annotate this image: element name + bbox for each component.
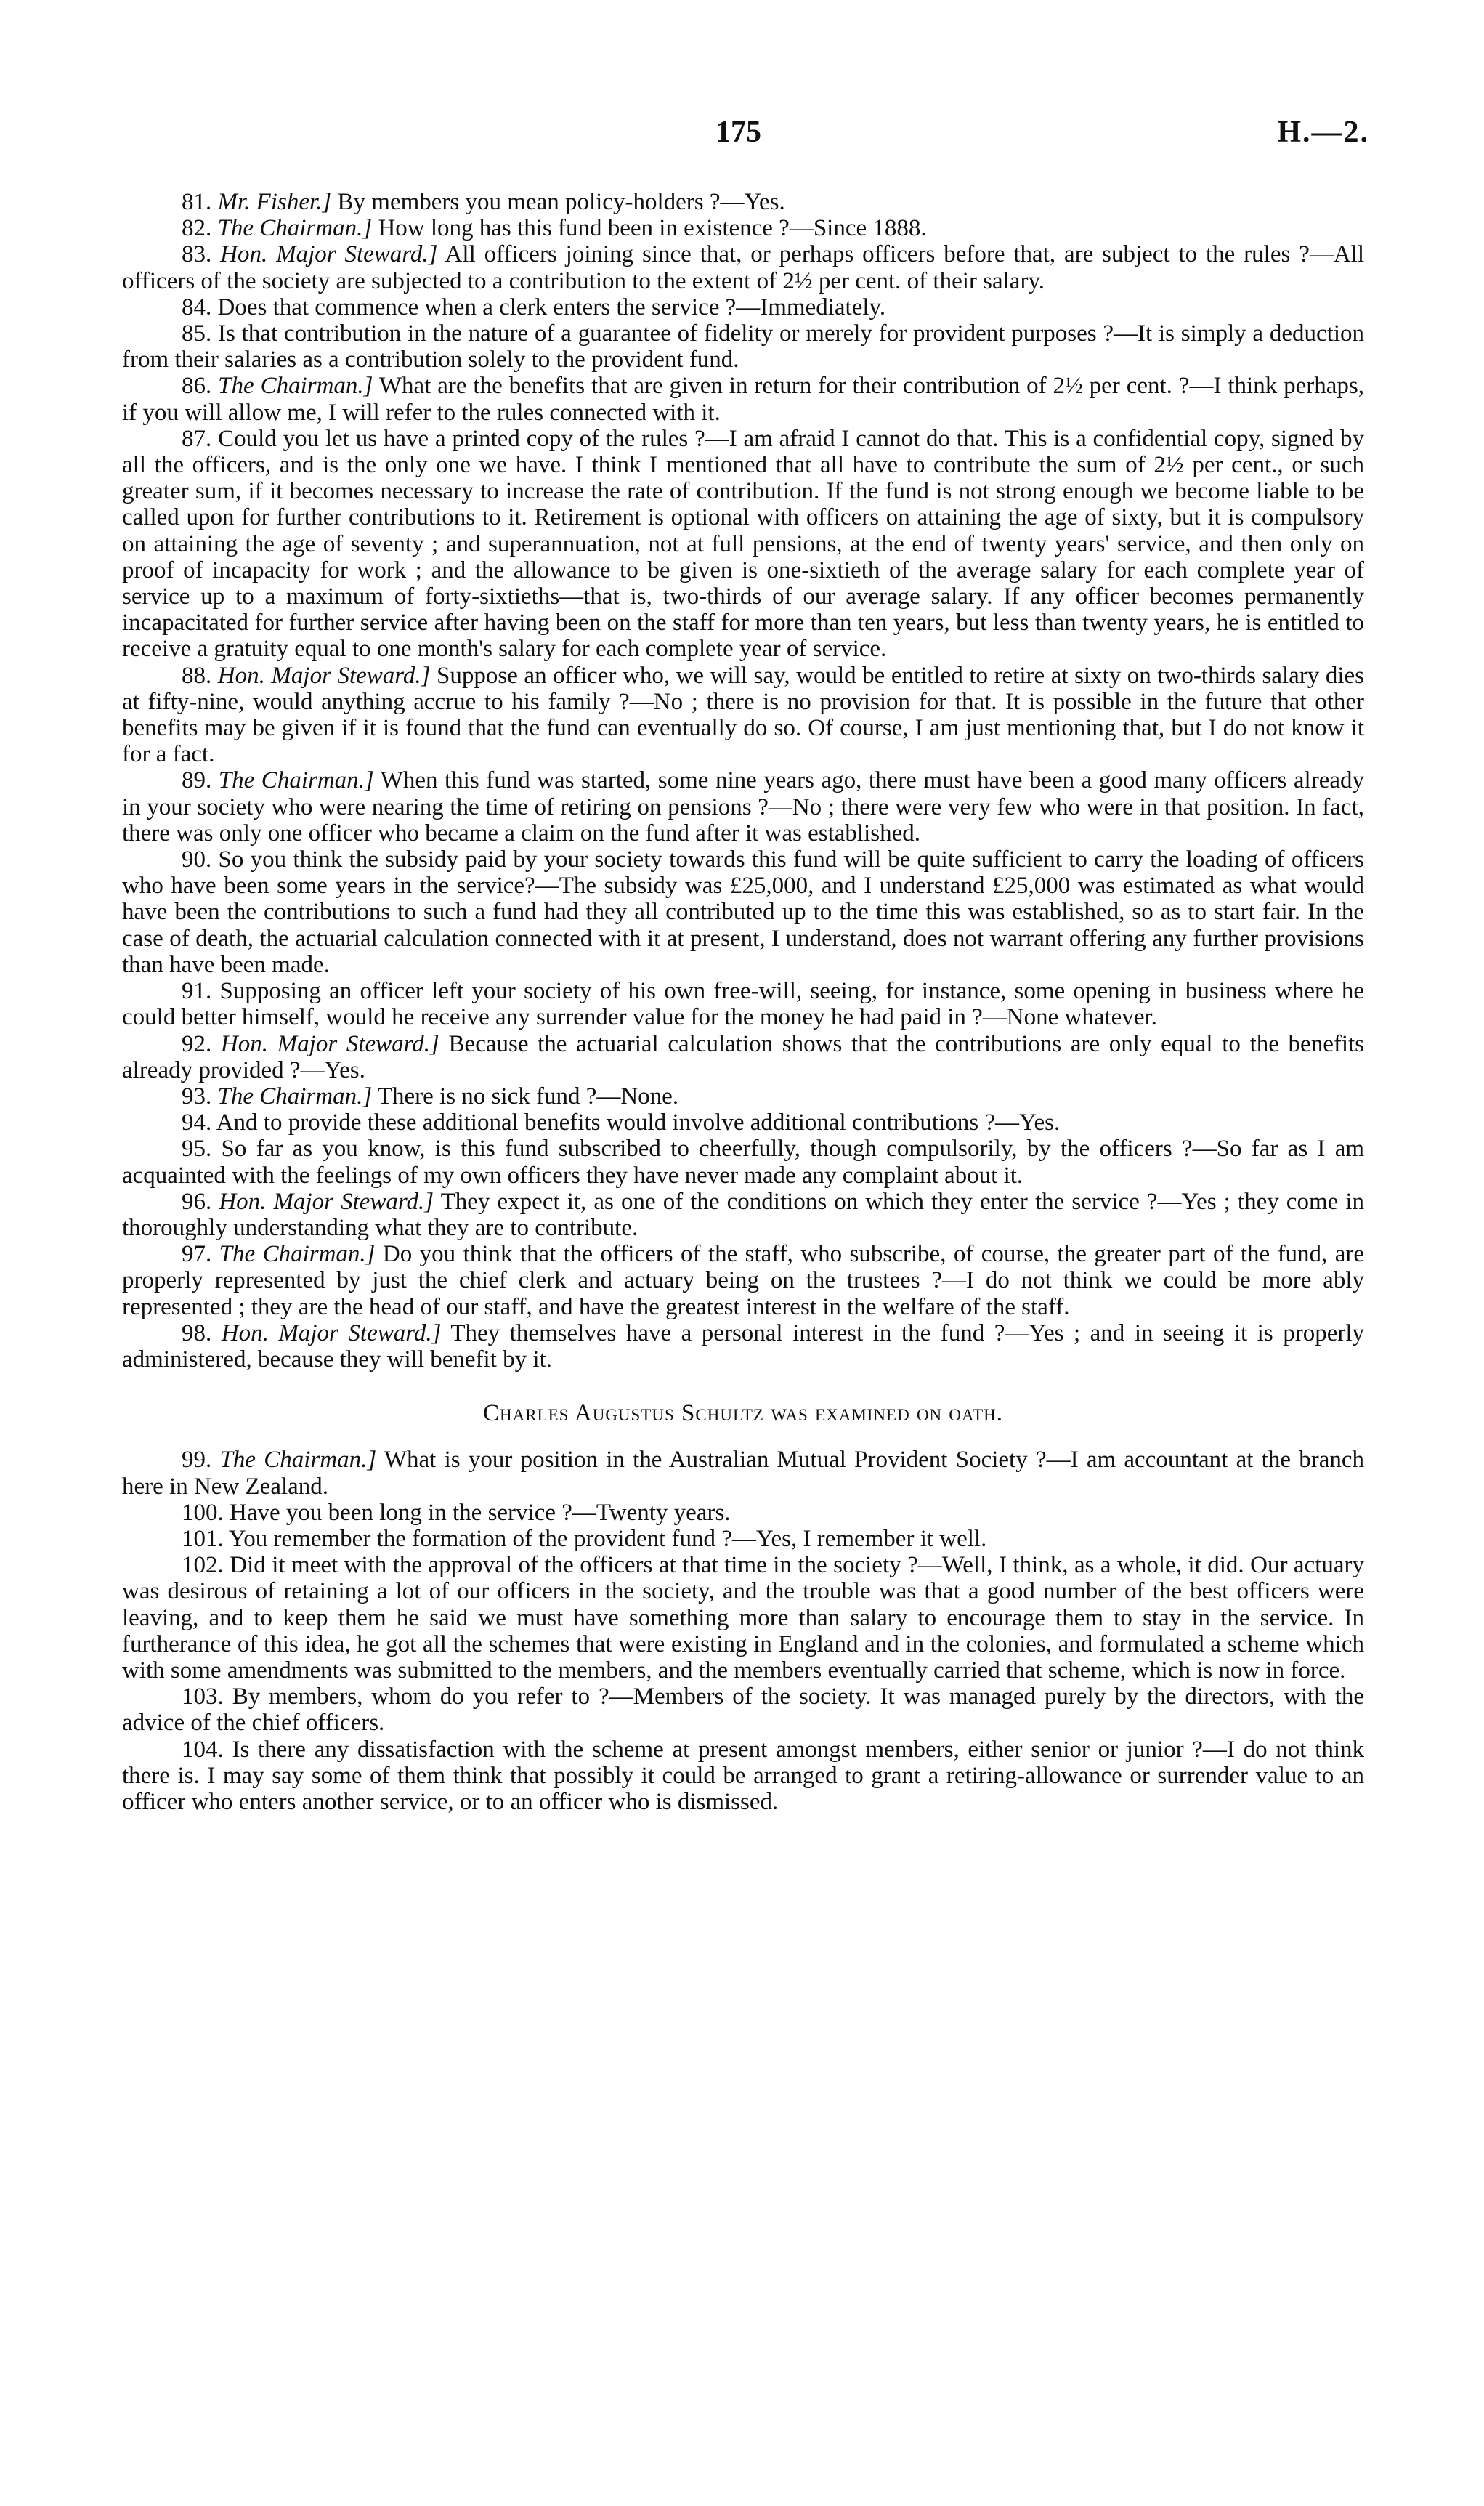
evidence-paragraph [122, 1320, 1364, 1373]
question-number: 101. [182, 1525, 224, 1552]
speaker-name: The Chairman.] [217, 215, 373, 242]
evidence-paragraph [122, 663, 1364, 768]
speaker-name: Hon. Major Steward.] [220, 1030, 439, 1057]
question-number: 98. [182, 1319, 212, 1346]
question-number: 89. [182, 767, 212, 794]
paragraph-text: Supposing an officer left your society of his own free-will, seeing, for instance, some opening in business where he could better himself, would he receive any surrender value for the money he had paid in ?—None whatever. [122, 978, 1365, 1031]
speaker-name: The Chairman.] [217, 1083, 373, 1109]
question-number: 90. [182, 846, 212, 873]
question-number: 93. [182, 1083, 212, 1109]
paragraph-text: Have you been long in the service ?—Twenty years. [230, 1499, 731, 1526]
evidence-paragraph [122, 189, 1364, 215]
speaker-name: The Chairman.] [219, 1241, 376, 1268]
paragraph-text: Suppose an officer who, we will say, would be entitled to retire at sixty on two-thirds salary dies at fifty-nine, would anything accrue to his family ?—No ; there is no provision for that. It is possible in the future that other benefits may be given if it is found that the fund can eventually do so. Of course, I am just mentioning that, but I do not know it for a fact. [122, 662, 1365, 768]
question-number: 81. [182, 189, 212, 215]
paragraph-text: They themselves have a personal interest in the fund ?—Yes ; and in seeing it is properly administered, because they will benefit by it. [122, 1319, 1365, 1373]
question-number: 99. [182, 1447, 212, 1474]
paragraph-text: So you think the subsidy paid by your society towards this fund will be quite sufficient to carry the loading of officers who have been some years in the service?—The subsidy was £25,000, and I understand £25,000 was estimated as what would have been the contributions to such a fund had they all contributed up to the time this was established, so as to start fair. In the case of death, the actuarial calculation connected with it at present, I understand, does not warrant offering any further provisions than have been made. [122, 846, 1364, 978]
document-body [122, 189, 1364, 1815]
paragraph-text: Is there any dissatisfaction with the scheme at present amongst members, either senior or junior ?—I do not think there is. I may say some of them think that possibly it could be arranged to grant a retiring-allowance or surrender value to an officer who enters another service, or to an officer who is dismissed. [122, 1736, 1364, 1815]
paragraph-text: And to provide these additional benefits would involve additional contributions ?—Yes. [216, 1109, 1061, 1136]
question-number: 102. [182, 1552, 224, 1579]
question-number: 103. [182, 1684, 224, 1710]
evidence-block-2 [122, 1447, 1364, 1815]
question-number: 97. [182, 1241, 212, 1268]
question-number: 82. [182, 215, 212, 242]
paragraph-text: You remember the formation of the provident fund ?—Yes, I remember it well. [228, 1525, 987, 1552]
speaker-name: Hon. Major Steward.] [219, 1188, 434, 1215]
paragraph-text: Did it meet with the approval of the officers at that time in the society ?—Well, I think, as a whole, it did. Our actuary was desirous of retaining a lot of our officers in the society, and the trouble was that a good number of the best officers were leaving, and to keep them he said we must have something more than salary to encourage them to stay in the service. In furtherance of this idea, he got all the schemes that were existing in England and in the colonies, and formulated a scheme which with some amendments was submitted to the members, and the members eventually carried that scheme, which is now in force. [122, 1552, 1365, 1684]
question-number: 85. [182, 320, 212, 347]
paragraph-text: By members, whom do you refer to ?—Members of the society. It was managed purely by the directors, with the advice of the chief officers. [122, 1684, 1364, 1737]
evidence-paragraph [122, 767, 1364, 846]
paragraph-text: What is your position in the Australian Mutual Provident Society ?—I am accountant at the branch here in New Zealand. [122, 1447, 1365, 1500]
question-number: 94. [182, 1109, 212, 1136]
paragraph-text: By members you mean policy-holders ?—Yes. [337, 189, 785, 215]
evidence-paragraph [122, 1189, 1364, 1241]
paragraph-text: All officers joining since that, or perhaps officers before that, are subject to the rules ?—All officers of the society are subjected to a contribution to the extent of 2½ per cent. of their salary. [122, 241, 1365, 294]
witness-name: Charles Augustus Schultz [482, 1400, 764, 1427]
paragraph-text: So far as you know, is this fund subscribed to cheerfully, though compulsorily, by the officers ?—So far as I am acquainted with the feelings of my own officers they have never made any complaint about it. [122, 1136, 1365, 1189]
question-number: 86. [182, 373, 212, 400]
paragraph-text: Is that contribution in the nature of a guarantee of fidelity or merely for provident purposes ?—It is simply a deduction from their salaries as a contribution solely to the provident fund. [122, 320, 1364, 373]
question-number: 88. [182, 662, 212, 689]
speaker-name: Hon. Major Steward.] [217, 662, 431, 689]
question-number: 87. [182, 425, 212, 452]
evidence-paragraph [122, 1500, 1364, 1526]
question-number: 95. [182, 1136, 212, 1163]
paragraph-text: When this fund was started, some nine years ago, there must have been a good many officers already in your society who were nearing the time of retiring on pensions ?—No ; there were very few who were in that position. In fact, there was only one officer who became a claim on the fund after it was established. [122, 767, 1365, 846]
evidence-paragraph [122, 294, 1364, 320]
evidence-paragraph [122, 978, 1364, 1030]
evidence-paragraph [122, 1684, 1364, 1736]
question-number: 92. [182, 1030, 212, 1057]
question-number: 84. [182, 294, 212, 320]
evidence-paragraph [122, 1136, 1364, 1188]
page-number: 175 [715, 116, 761, 149]
evidence-paragraph [122, 426, 1364, 663]
paragraph-text: There is no sick fund ?—None. [377, 1083, 679, 1109]
paragraph-text: Does that commence when a clerk enters the service ?—Immediately. [217, 294, 886, 320]
question-number: 100. [182, 1499, 224, 1526]
evidence-paragraph [122, 241, 1364, 294]
document-code: H.—2. [1277, 116, 1369, 149]
speaker-name: The Chairman.] [219, 1447, 377, 1474]
speaker-name: The Chairman.] [218, 373, 373, 400]
paragraph-text: They expect it, as one of the conditions on which they enter the service ?—Yes ; they come in thoroughly understanding what they are to contribute. [122, 1188, 1365, 1241]
evidence-paragraph [122, 846, 1364, 978]
question-number: 91. [182, 978, 212, 1005]
question-number: 96. [182, 1188, 212, 1215]
witness-heading [122, 1400, 1364, 1426]
evidence-paragraph [122, 1109, 1364, 1136]
question-number: 104. [182, 1736, 224, 1763]
paragraph-text: Do you think that the officers of the staff, who subscribe, of course, the greater part of the fund, are properly represented by just the chief clerk and actuary being on the trustees ?—I do not think we could be more ably represented ; they are the head of our staff, and have the greatest interest in the welfare of the staff. [122, 1241, 1364, 1320]
evidence-paragraph [122, 1447, 1364, 1499]
evidence-paragraph [122, 215, 1364, 241]
evidence-paragraph [122, 1083, 1364, 1109]
question-number: 83. [182, 241, 212, 268]
evidence-paragraph [122, 1552, 1364, 1684]
evidence-paragraph [122, 1526, 1364, 1552]
evidence-paragraph [122, 1031, 1364, 1083]
evidence-paragraph [122, 1241, 1364, 1320]
evidence-paragraph [122, 320, 1364, 373]
paragraph-text: Because the actuarial calculation shows that the contributions are only equal to the benefits already provided ?—Yes. [122, 1030, 1365, 1083]
paragraph-text: What are the benefits that are given in return for their contribution of 2½ per cent. ?—I think perhaps, if you will allow me, I will refer to the rules connected with it. [122, 373, 1365, 426]
witness-text: was examined on oath. [771, 1400, 1003, 1427]
paragraph-text: How long has this fund been in existence ?—Since 1888. [378, 215, 927, 242]
evidence-block-1 [122, 189, 1364, 1373]
evidence-paragraph [122, 373, 1364, 425]
speaker-name: The Chairman.] [218, 767, 374, 794]
speaker-name: Hon. Major Steward.] [221, 1319, 442, 1346]
speaker-name: Mr. Fisher.] [217, 189, 332, 215]
paragraph-text: Could you let us have a printed copy of the rules ?—I am afraid I cannot do that. This is a confidential copy, signed by all the officers, and is the only one we have. I think I mentioned that all have to contribute the sum of 2½ per cent., or such greater sum, if it becomes necessary to increase the rate of contribution. If the fund is not strong enough we become liable to be called upon for further contributions to it. Retirement is optional with officers on attaining the age of sixty, but it is compulsory on attaining the age of seventy ; and superannuation, not at full pensions, at the end of twenty years' service, and then only on proof of incapacity for work ; and the allowance to be given is one-sixtieth of the average salary for each complete year of service up to a maximum of forty-sixtieths—that is, two-thirds of our average salary. If any officer becomes permanently incapacitated for further service after having been on the staff for more than ten years, but less than twenty years, he is entitled to receive a gratuity equal to one month's salary for each complete year of service. [122, 425, 1365, 663]
evidence-paragraph [122, 1737, 1364, 1816]
speaker-name: Hon. Major Steward.] [220, 241, 438, 268]
